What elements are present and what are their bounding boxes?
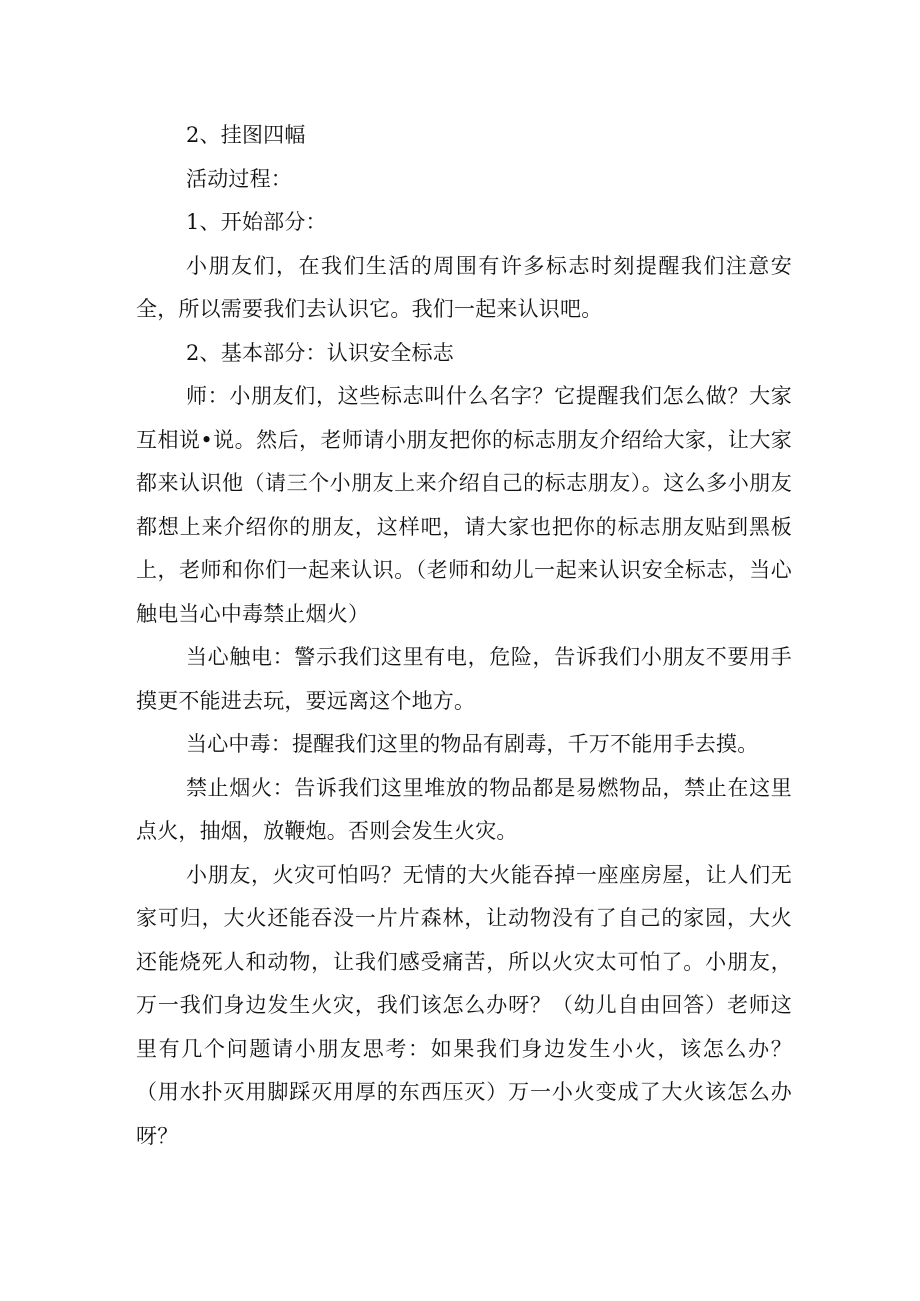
paragraph-electric-shock: 当心触电：警示我们这里有电，危险，告诉我们小朋友不要用手摸更不能进去玩，要远离这个地方。 bbox=[136, 645, 792, 713]
paragraph-materials-item-2: 2、挂图四幅 bbox=[186, 123, 306, 147]
paragraph-no-fire: 禁止烟火：告诉我们这里堆放的物品都是易燃物品，禁止在这里点火，抽烟，放鞭炮。否则会发生火灾。 bbox=[136, 775, 792, 843]
paragraph-activity-process-heading: 活动过程： bbox=[186, 166, 292, 191]
paragraph-basic-part-heading: 2、基本部分：认识安全标志 bbox=[186, 340, 454, 365]
paragraph-opening-text: 小朋友们，在我们生活的周围有许多标志时刻提醒我们注意安全，所以需要我们去认识它。我们一起来认识吧。 bbox=[136, 253, 792, 321]
paragraph-teacher-intro: 师：小朋友们，这些标志叫什么名字？它提醒我们怎么做？大家互相说•说。然后，老师请小朋友把你的标志朋友介绍给大家，让大家都来认识他（请三个小朋友上来介绍自己的标志朋友）。这么多小朋友都想上来介绍你的朋友，这样吧，请大家也把你的标志朋友贴到黑板上，老师和你们一起来认识。（老师和幼儿一起来认识安全标志，当心触电当心中毒禁止烟火） bbox=[136, 384, 792, 626]
paragraph-fire-discussion: 小朋友，火灾可怕吗？无情的大火能吞掉一座座房屋，让人们无家可归，大火还能吞没一片片森林，让动物没有了自己的家园，大火还能烧死人和动物，让我们感受痛苦，所以火灾太可怕了。小朋友，万一我们身边发生火灾，我们该怎么办呀？（幼儿自由回答）老师这里有几个问题请小朋友思考：如果我们身边发生小火，该怎么办？（用水扑灭用脚踩灭用厚的东西压灭）万一小火变成了大火该怎么办呀？ bbox=[136, 862, 792, 1148]
document-body bbox=[136, 114, 792, 1158]
paragraph-poison: 当心中毒：提醒我们这里的物品有剧毒，千万不能用手去摸。 bbox=[186, 732, 759, 756]
paragraph-opening-heading: 1、开始部分： bbox=[186, 210, 327, 234]
